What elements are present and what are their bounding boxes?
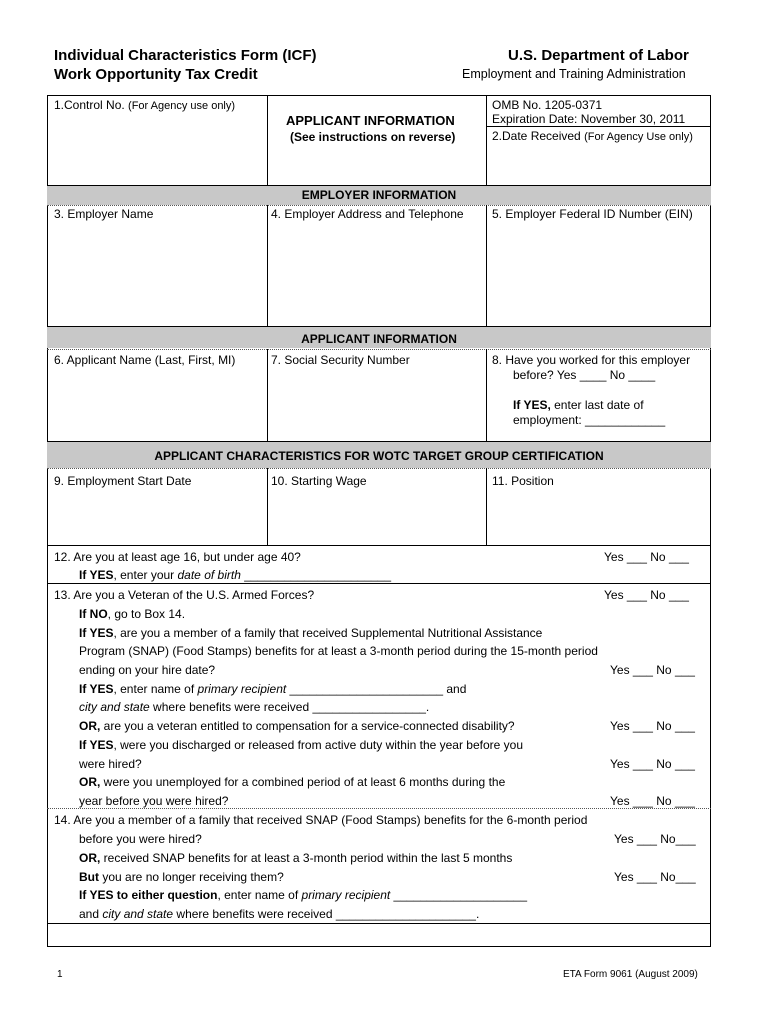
divider	[47, 545, 711, 546]
q13-discharged-line	[79, 738, 523, 752]
q13-if-yes2-label: If YES	[79, 682, 114, 696]
date-received-field[interactable]	[492, 129, 693, 144]
q12-if-yes: If YES	[79, 568, 114, 582]
q12-yes-no[interactable]: Yes ___ No ___	[604, 550, 689, 564]
agency-subname: Employment and Training Administration	[462, 67, 686, 81]
employer-ein-field[interactable]: 5. Employer Federal ID Number (EIN)	[492, 207, 693, 221]
q13-or2-label: OR,	[79, 775, 101, 789]
q13-if-no	[79, 607, 185, 621]
divider	[267, 349, 268, 441]
divider	[267, 468, 268, 546]
page-number: 1	[57, 969, 63, 980]
q13-snap1: , are you a member of a family that received Supplemental Nutritional Assistance	[113, 626, 543, 640]
q13-if-no-rest: , go to Box 14.	[107, 607, 186, 621]
control-no-label: 1.Control No.	[54, 98, 125, 112]
q13-or1-label: OR,	[79, 719, 101, 733]
q13-snap-line1	[79, 626, 542, 640]
q14-or-line	[79, 851, 512, 865]
q12-dob-blank: ______________________	[240, 568, 392, 582]
position-field[interactable]: 11. Position	[492, 474, 554, 488]
band-rule	[47, 468, 711, 469]
divider	[47, 583, 711, 584]
q13-if-yes-label: If YES	[79, 626, 114, 640]
q14-if-yes-either: If YES to either question	[79, 888, 218, 902]
q13-or2-rest: were you unemployed for a combined period of at least 6 months during the	[100, 775, 506, 789]
divider	[47, 923, 711, 924]
date-received-note: (For Agency Use only)	[584, 131, 693, 143]
q12-enter: , enter your	[113, 568, 178, 582]
q14-city-state: city and state	[102, 907, 174, 921]
q13-or-unemployed	[79, 775, 505, 789]
applicant-info-heading: APPLICANT INFORMATION	[286, 113, 455, 128]
q14-city-state-line[interactable]	[79, 907, 479, 921]
q13-were-hired: were hired?	[79, 757, 142, 771]
q13-discharged: , were you discharged or released from active duty within the year before you	[113, 738, 524, 752]
q13-if-no-label: If NO	[79, 607, 108, 621]
q12-dob-label: date of birth	[177, 568, 241, 582]
q14-yes-no-2[interactable]: Yes ___ No___	[614, 870, 696, 884]
see-instructions: (See instructions on reverse)	[290, 130, 456, 144]
q13-city-state-line[interactable]	[79, 700, 429, 714]
q12-dob-line[interactable]	[79, 568, 391, 582]
agency-name: U.S. Department of Labor	[508, 47, 689, 64]
form-subtitle: Work Opportunity Tax Credit	[54, 66, 258, 83]
characteristics-band-title: APPLICANT CHARACTERISTICS FOR WOTC TARGET GROUP CERTIFICATION	[154, 449, 604, 463]
q13-recipient-line[interactable]	[79, 682, 466, 696]
q13-yes-no-1[interactable]: Yes ___ No ___	[604, 588, 689, 602]
q13-or1-rest: are you a veteran entitled to compensation for a service-connected disability?	[100, 719, 515, 733]
q13-city-state: city and state	[79, 700, 150, 714]
q13-blank-and: _______________________ and	[286, 682, 467, 696]
form-title: Individual Characteristics Form (ICF)	[54, 47, 317, 64]
worked-before-question: 8. Have you worked for this employer	[492, 353, 691, 367]
q14-blank1: ____________________	[390, 888, 528, 902]
divider	[267, 95, 268, 185]
employer-address-field[interactable]: 4. Employer Address and Telephone	[271, 207, 464, 221]
q13-if-yes3-label: If YES	[79, 738, 114, 752]
q14-but-line	[79, 870, 284, 884]
q13-or-disability	[79, 719, 515, 733]
divider	[486, 349, 487, 441]
q14-recipient-line[interactable]	[79, 888, 527, 902]
if-yes-label: If YES,	[513, 398, 551, 412]
section-rule	[47, 808, 711, 809]
q13-year-before: year before you were hired?	[79, 794, 229, 808]
q14-enter-name: , enter name of	[217, 888, 302, 902]
ssn-field[interactable]: 7. Social Security Number	[271, 353, 410, 367]
q13-yes-no-2[interactable]: Yes ___ No ___	[610, 663, 695, 677]
q14-or-rest: received SNAP benefits for at least a 3-month period within the last 5 months	[100, 851, 513, 865]
employer-band-title: EMPLOYER INFORMATION	[301, 188, 457, 202]
if-yes-rest: enter last date of	[550, 398, 644, 412]
applicant-name-field[interactable]: 6. Applicant Name (Last, First, MI)	[54, 353, 236, 367]
q13-snap-line3: ending on your hire date?	[79, 663, 216, 677]
divider	[267, 205, 268, 326]
applicant-band-title: APPLICANT INFORMATION	[301, 332, 457, 346]
q14-and: and	[79, 907, 103, 921]
q14-yes-no-1[interactable]: Yes ___ No___	[614, 832, 696, 846]
control-no-field[interactable]	[54, 98, 235, 113]
starting-wage-field[interactable]: 10. Starting Wage	[271, 474, 367, 488]
divider	[486, 126, 711, 127]
employer-name-field[interactable]: 3. Employer Name	[54, 207, 154, 221]
q14-but-label: But	[79, 870, 99, 884]
q14-question: 14. Are you a member of a family that received SNAP (Food Stamps) benefits for the 6-month period	[54, 813, 588, 827]
q13-enter-name: , enter name of	[113, 682, 198, 696]
last-employment-field[interactable]: employment: ____________	[513, 413, 666, 427]
divider	[486, 468, 487, 546]
q13-yes-no-5[interactable]: Yes ___ No ___	[610, 794, 695, 808]
q14-primary-recipient: primary recipient	[301, 888, 391, 902]
date-received-label: 2.Date Received	[492, 129, 581, 143]
q13-where-received: where benefits were received _________________.	[149, 700, 430, 714]
q14-before: before you were hired?	[79, 832, 202, 846]
q13-question: 13. Are you a Veteran of the U.S. Armed Forces?	[54, 588, 315, 602]
q14-where-received: where benefits were received _____________________.	[173, 907, 480, 921]
divider	[486, 205, 487, 326]
form-number: ETA Form 9061 (August 2009)	[563, 969, 698, 980]
q12-question: 12. Are you at least age 16, but under age 40?	[54, 550, 301, 564]
omb-number: OMB No. 1205-0371	[492, 98, 603, 112]
band-rule	[47, 205, 711, 206]
control-no-note: (For Agency use only)	[128, 100, 236, 112]
q13-yes-no-4[interactable]: Yes ___ No ___	[610, 757, 695, 771]
divider	[486, 95, 487, 185]
start-date-field[interactable]: 9. Employment Start Date	[54, 474, 192, 488]
q13-yes-no-3[interactable]: Yes ___ No ___	[610, 719, 695, 733]
worked-before-yes-no[interactable]: before? Yes ____ No ____	[513, 368, 656, 382]
q13-snap-line2: Program (SNAP) (Food Stamps) benefits for at least a 3-month period during the 15-month period	[79, 644, 598, 658]
q13-primary-recipient: primary recipient	[197, 682, 287, 696]
q14-but-rest: you are no longer receiving them?	[99, 870, 284, 884]
q14-or-label: OR,	[79, 851, 101, 865]
expiration-date: Expiration Date: November 30, 2011	[492, 112, 686, 126]
last-employment-label	[513, 398, 644, 412]
band-rule	[47, 349, 711, 350]
